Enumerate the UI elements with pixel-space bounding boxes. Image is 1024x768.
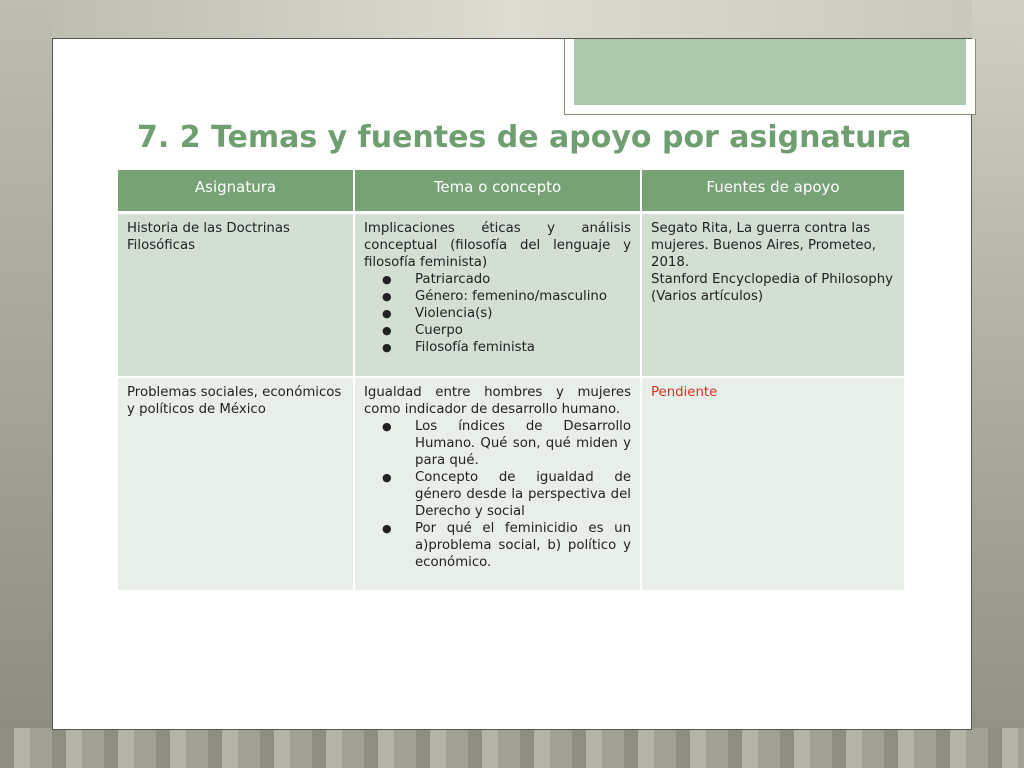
list-item: ● Violencia(s) (415, 305, 631, 322)
fuente-item: Stanford Encyclopedia of Philosophy (Varios artículos) (651, 272, 894, 304)
table-row (118, 214, 904, 378)
fuente-item: Segato Rita, La guerra contra las mujeres. Buenos Aires, Prometeo, 2018. (651, 221, 876, 270)
slide (52, 38, 972, 730)
cell-tema (355, 378, 642, 592)
cell-asignatura: Historia de las Doctrinas Filosóficas (118, 214, 355, 378)
background-bottom (0, 728, 1024, 768)
list-item: ● Por qué el feminicidio es un a)problema social, b) político y económico. (415, 520, 631, 571)
list-item: ● Los índices de Desarrollo Humano. Qué son, qué miden y para qué. (415, 418, 631, 469)
header-asignatura: Asignatura (118, 170, 355, 214)
list-item: ● Género: femenino/masculino (415, 288, 631, 305)
tema-intro: Igualdad entre hombres y mujeres como indicador de desarrollo humano. (364, 385, 631, 417)
cell-tema (355, 214, 642, 378)
subjects-table (118, 170, 904, 592)
slide-title: 7. 2 Temas y fuentes de apoyo por asignatura (137, 120, 912, 155)
tema-intro: Implicaciones éticas y análisis conceptual (filosofía del lenguaje y filosofía feminista) (364, 221, 631, 270)
list-item: ● Concepto de igualdad de género desde la perspectiva del Derecho y social (415, 469, 631, 520)
pending-status: Pendiente (651, 385, 718, 400)
background-right (972, 0, 1024, 768)
cell-asignatura: Problemas sociales, económicos y políticos de México (118, 378, 355, 592)
cell-fuentes (642, 378, 904, 592)
cell-fuentes (642, 214, 904, 378)
header-tema: Tema o concepto (355, 170, 642, 214)
tema-list (364, 271, 631, 356)
tema-list (364, 418, 631, 571)
header-fuentes: Fuentes de apoyo (642, 170, 904, 214)
background-top (0, 0, 1024, 40)
list-item: ● Filosofía feminista (415, 339, 631, 356)
list-item: ● Cuerpo (415, 322, 631, 339)
background-left (0, 0, 52, 768)
header-tab (564, 39, 976, 115)
table-header-row (118, 170, 904, 214)
list-item: ● Patriarcado (415, 271, 631, 288)
table-row (118, 378, 904, 592)
header-tab-fill (574, 39, 966, 105)
